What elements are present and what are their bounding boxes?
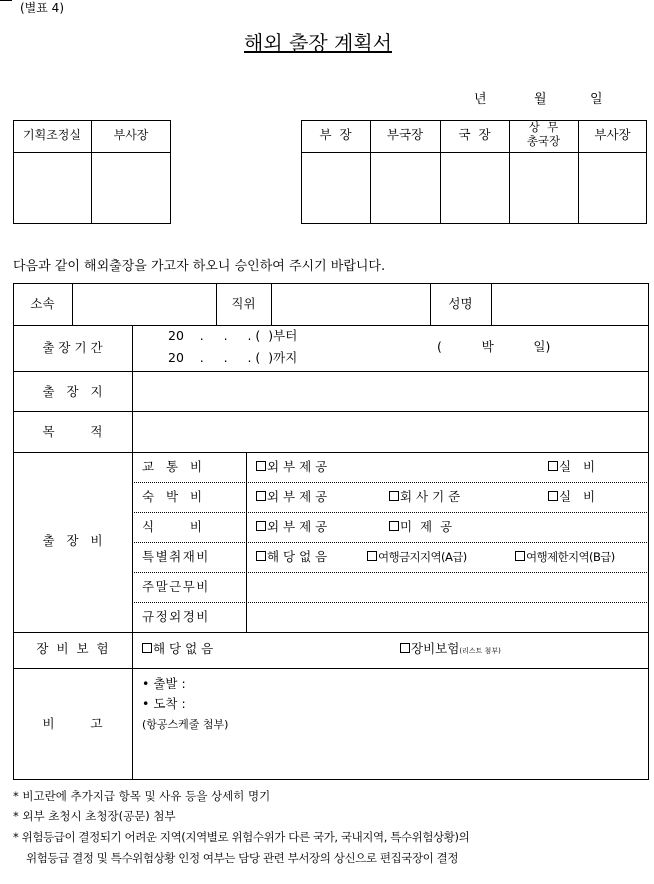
checkbox-icon[interactable] [142, 643, 152, 653]
period-nights-days[interactable]: ( 박 일) [437, 339, 551, 354]
insurance-none-option[interactable]: 해 당 없 음 [142, 643, 213, 656]
approval-deputy-director: 부국장 [386, 127, 424, 142]
approval-sign-manager[interactable] [302, 153, 369, 222]
purpose-label: 목 적 [42, 424, 103, 439]
meals-external-option[interactable]: 외 부 제 공 [256, 521, 327, 534]
footnote-3: * 위험등급이 결정되기 어려운 지역(지역별로 위험수위가 다른 국가, 국내지역, 특수위험상황)의 [13, 830, 470, 844]
lodging-label: 숙 박 비 [142, 489, 203, 504]
name-field[interactable] [492, 284, 647, 324]
purpose-field[interactable] [133, 412, 647, 451]
affiliation-label: 소속 [30, 296, 55, 311]
approval-vice-president-left: 부사장 [113, 128, 149, 142]
special-banned-region-option[interactable]: 여행금지지역(A급) [367, 551, 467, 564]
period-from[interactable]: 20 . . . ( )부터 [168, 328, 298, 343]
checkbox-icon[interactable] [256, 551, 266, 561]
special-coverage-label: 특별취재비 [142, 549, 210, 564]
footnote-2: * 외부 초청시 초청장(공문) 첨부 [13, 809, 176, 823]
approval-planning-office: 기획조정실 [23, 128, 81, 142]
transport-actual-option[interactable]: 실 비 [548, 461, 595, 474]
meals-not-provided-option[interactable]: 미 제 공 [389, 521, 452, 534]
checkbox-icon[interactable] [367, 551, 377, 561]
remarks-departure[interactable]: • 출발 : [142, 676, 186, 691]
special-none-option[interactable]: 해 당 없 음 [256, 551, 327, 564]
checkbox-icon[interactable] [389, 491, 399, 501]
transport-external-option[interactable]: 외 부 제 공 [256, 461, 327, 474]
remarks-flight-note: (항공스케줄 첨부) [142, 718, 229, 731]
transport-label: 교 통 비 [142, 459, 203, 474]
checkbox-icon[interactable] [548, 461, 558, 471]
footnote-3-continued: 위험등급 결정 및 특수위험상황 인정 여부는 담당 관련 부서장의 상신으로 편집국장이 결정 [26, 851, 459, 865]
insurance-label: 장 비 보 험 [36, 641, 109, 656]
approval-sign-vice-right[interactable] [579, 153, 645, 222]
checkbox-icon[interactable] [256, 521, 266, 531]
date-month: 월 [534, 92, 547, 107]
weekend-work-field[interactable] [247, 573, 647, 601]
approval-general-director: 총국장 [526, 134, 561, 148]
weekend-work-label: 주말근무비 [142, 579, 210, 594]
non-regulation-field[interactable] [247, 603, 647, 631]
checkbox-icon[interactable] [389, 521, 399, 531]
approval-sign-vice-left[interactable] [92, 153, 169, 222]
checkbox-icon[interactable] [256, 461, 266, 471]
checkbox-icon[interactable] [256, 491, 266, 501]
footnote-1: * 비고란에 추가지급 항목 및 사유 등을 상세히 명기 [13, 789, 271, 803]
approval-executive: 상 무 [528, 120, 559, 134]
affiliation-field[interactable] [73, 284, 215, 324]
approval-sign-planning[interactable] [14, 153, 90, 222]
period-label: 출 장 기 간 [42, 340, 103, 355]
insurance-list-note: (리스트 첨부) [459, 647, 501, 655]
destination-label: 출 장 지 [42, 384, 103, 399]
checkbox-icon[interactable] [548, 491, 558, 501]
header-corner-mark [0, 0, 12, 1]
approval-manager: 부 장 [319, 127, 352, 142]
destination-field[interactable] [133, 372, 647, 410]
lodging-actual-option[interactable]: 실 비 [548, 491, 595, 504]
remarks-label: 비 고 [42, 716, 103, 731]
page-title: 해외 출장 계획서 [244, 31, 392, 55]
checkbox-icon[interactable] [515, 551, 525, 561]
date-year: 년 [474, 92, 487, 107]
intro-text: 다음과 같이 해외출장을 가고자 하오니 승인하여 주시기 바랍니다. [13, 259, 386, 274]
special-restricted-region-option[interactable]: 여행제한지역(B급) [515, 551, 615, 564]
form-label: (별표 4) [20, 1, 64, 15]
expenses-label: 출 장 비 [42, 533, 103, 548]
date-day: 일 [590, 92, 603, 107]
lodging-external-option[interactable]: 외 부 제 공 [256, 491, 327, 504]
position-label: 직위 [231, 296, 256, 311]
name-label: 성명 [448, 296, 473, 311]
non-regulation-label: 규정외경비 [142, 609, 210, 624]
approval-sign-executive[interactable] [510, 153, 577, 222]
trip-form-table [13, 283, 649, 780]
approval-sign-deputy-director[interactable] [371, 153, 439, 222]
approval-director: 국 장 [458, 127, 491, 142]
insurance-equipment-option[interactable]: 장비보험(리스트 첨부) [400, 643, 501, 656]
approval-sign-director[interactable] [441, 153, 508, 222]
position-field[interactable] [272, 284, 429, 324]
approval-vice-president-right: 부사장 [594, 127, 631, 142]
checkbox-icon[interactable] [400, 643, 410, 653]
period-to[interactable]: 20 . . . ( )까지 [168, 350, 298, 365]
lodging-company-option[interactable]: 회 사 기 준 [389, 491, 460, 504]
meals-label: 식 비 [142, 519, 202, 534]
remarks-arrival[interactable]: • 도착 : [142, 696, 186, 711]
